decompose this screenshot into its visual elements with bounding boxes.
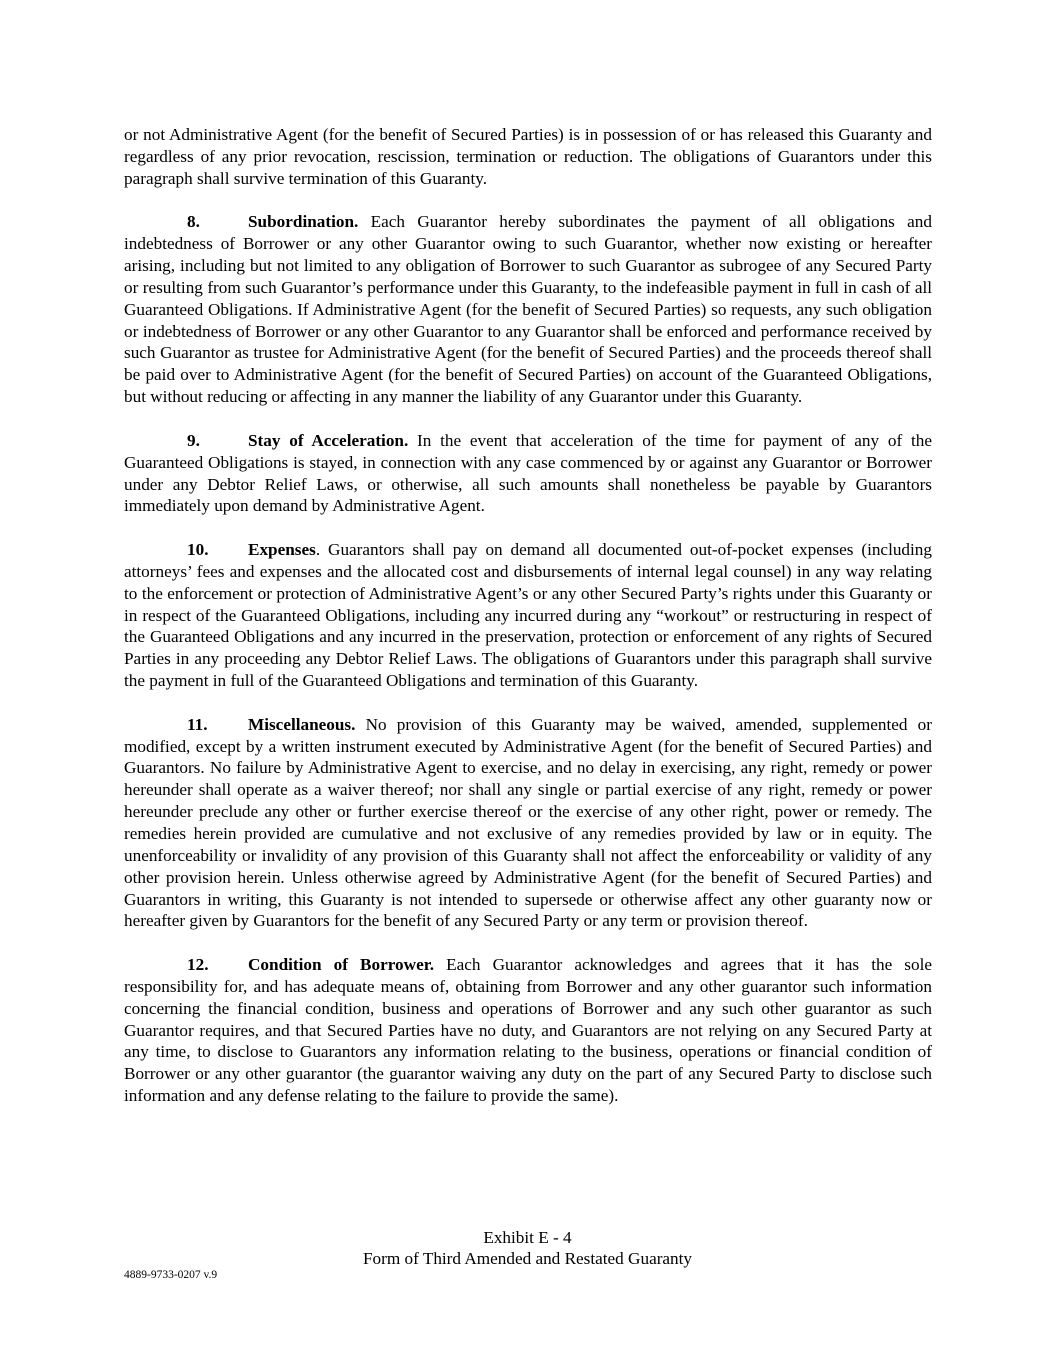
footer-document-title: Form of Third Amended and Restated Guaranty <box>362 1249 693 1268</box>
section-text: Each Guarantor acknowledges and agrees that it has the sole responsibility for, and has adequate means of, obtaining from Borrower and any other guarantor such information concerning the financial condition, business and operations of Borrower and any such other guarantor as such Guarantor requires, and that Secured Parties have no duty, and Guarantors are not relying on any Secured Party at any time, to disclose to Guarantors any information relating to the business, operations or financial condition of Borrower or any other guarantor (the guarantor waiving any duty on the part of any Secured Party to disclose such information and any defense relating to the failure to provide the same). <box>124 955 932 1106</box>
section-number: 8. <box>187 212 200 232</box>
section-heading: Miscellaneous. <box>248 714 356 734</box>
section-text: No provision of this Guaranty may be waived, amended, supplemented or modified, except by a written instrument executed by Administrative Agent (for the benefit of Secured Parties) and Guarantors. No failure by Administrative Agent to exercise, and no delay in exercising, any right, remedy or power hereunder shall operate as a waiver thereof; nor shall any single or partial exercise of any right, remedy or power hereunder preclude any other or further exercise thereof or the exercise of any other right, power or remedy. The remedies herein provided are cumulative and not exclusive of any remedies provided by law or in equity. The unenforceability or invalidity of any provision of this Guaranty shall not affect the enforceability or validity of any other provision herein. Unless otherwise agreed by Administrative Agent (for the benefit of Secured Parties) and Guarantors in writing, this Guaranty is not intended to supersede or otherwise affect any other guaranty now or hereafter given by Guarantors for the benefit of any Secured Party or any term or provision thereof. <box>124 714 932 931</box>
section-text: Each Guarantor hereby subordinates the payment of all obligations and indebtedness of Borrower or any other Guarantor owing to such Guarantor, whether now existing or hereafter arising, including but not limited to any obligation of Borrower to such Guarantor as subrogee of any Secured Party or resulting from such Guarantor’s performance under this Guaranty, to the indefeasible payment in full in cash of all Guaranteed Obligations. If Administrative Agent (for the benefit of Secured Parties) so requests, any such obligation or indebtedness of Borrower or any other Guarantor to any Guarantor shall be enforced and performance received by such Guarantor as trustee for Administrative Agent (for the benefit of Secured Parties) and the proceeds thereof shall be paid over to Administrative Agent (for the benefit of Secured Parties) on account of the Guaranteed Obligations, but without reducing or affecting in any manner the liability of any Guarantor under this Guaranty. <box>124 212 932 407</box>
section-10 <box>124 539 932 692</box>
section-number: 10. <box>187 540 209 560</box>
section-text: . Guarantors shall pay on demand all documented out-of-pocket expenses (including attorneys’ fees and expenses and the allocated cost and disbursements of internal legal counsel) in any way relating to the enforcement or protection of Administrative Agent’s or any other Secured Party’s rights under this Guaranty or in respect of the Guaranteed Obligations, including any incurred during any “workout” or restructuring in respect of the Guaranteed Obligations and any incurred in the preservation, protection or enforcement of any rights of Secured Parties in any proceeding any Debtor Relief Laws. The obligations of Guarantors under this paragraph shall survive the payment in full of the Guaranteed Obligations and termination of this Guaranty. <box>124 540 932 691</box>
section-9 <box>124 430 932 517</box>
footer-exhibit-label: Exhibit E - 4 <box>483 1228 572 1247</box>
document-body <box>124 124 932 1129</box>
section-12 <box>124 954 932 1107</box>
section-heading: Stay of Acceleration. <box>248 430 409 450</box>
section-8 <box>124 211 932 408</box>
continuation-paragraph: or not Administrative Agent (for the benefit of Secured Parties) is in possession of or has released this Guaranty and regardless of any prior revocation, rescission, termination or reduction. The obligations of Guarantors under this paragraph shall survive termination of this Guaranty. <box>124 125 932 188</box>
section-number: 11. <box>187 714 208 734</box>
section-heading: Subordination. <box>248 212 359 232</box>
section-11 <box>124 714 932 932</box>
section-heading: Expenses <box>248 540 316 560</box>
section-heading: Condition of Borrower. <box>248 955 435 975</box>
section-text: In the event that acceleration of the time for payment of any of the Guaranteed Obligations is stayed, in connection with any case commenced by or against any Guarantor or Borrower under any Debtor Relief Laws, or otherwise, all such amounts shall nonetheless be payable by Guarantors immediately upon demand by Administrative Agent. <box>124 430 932 516</box>
document-id: 4889-9733-0207 v.9 <box>124 1269 218 1281</box>
section-number: 12. <box>187 955 209 975</box>
section-number: 9. <box>187 430 200 450</box>
